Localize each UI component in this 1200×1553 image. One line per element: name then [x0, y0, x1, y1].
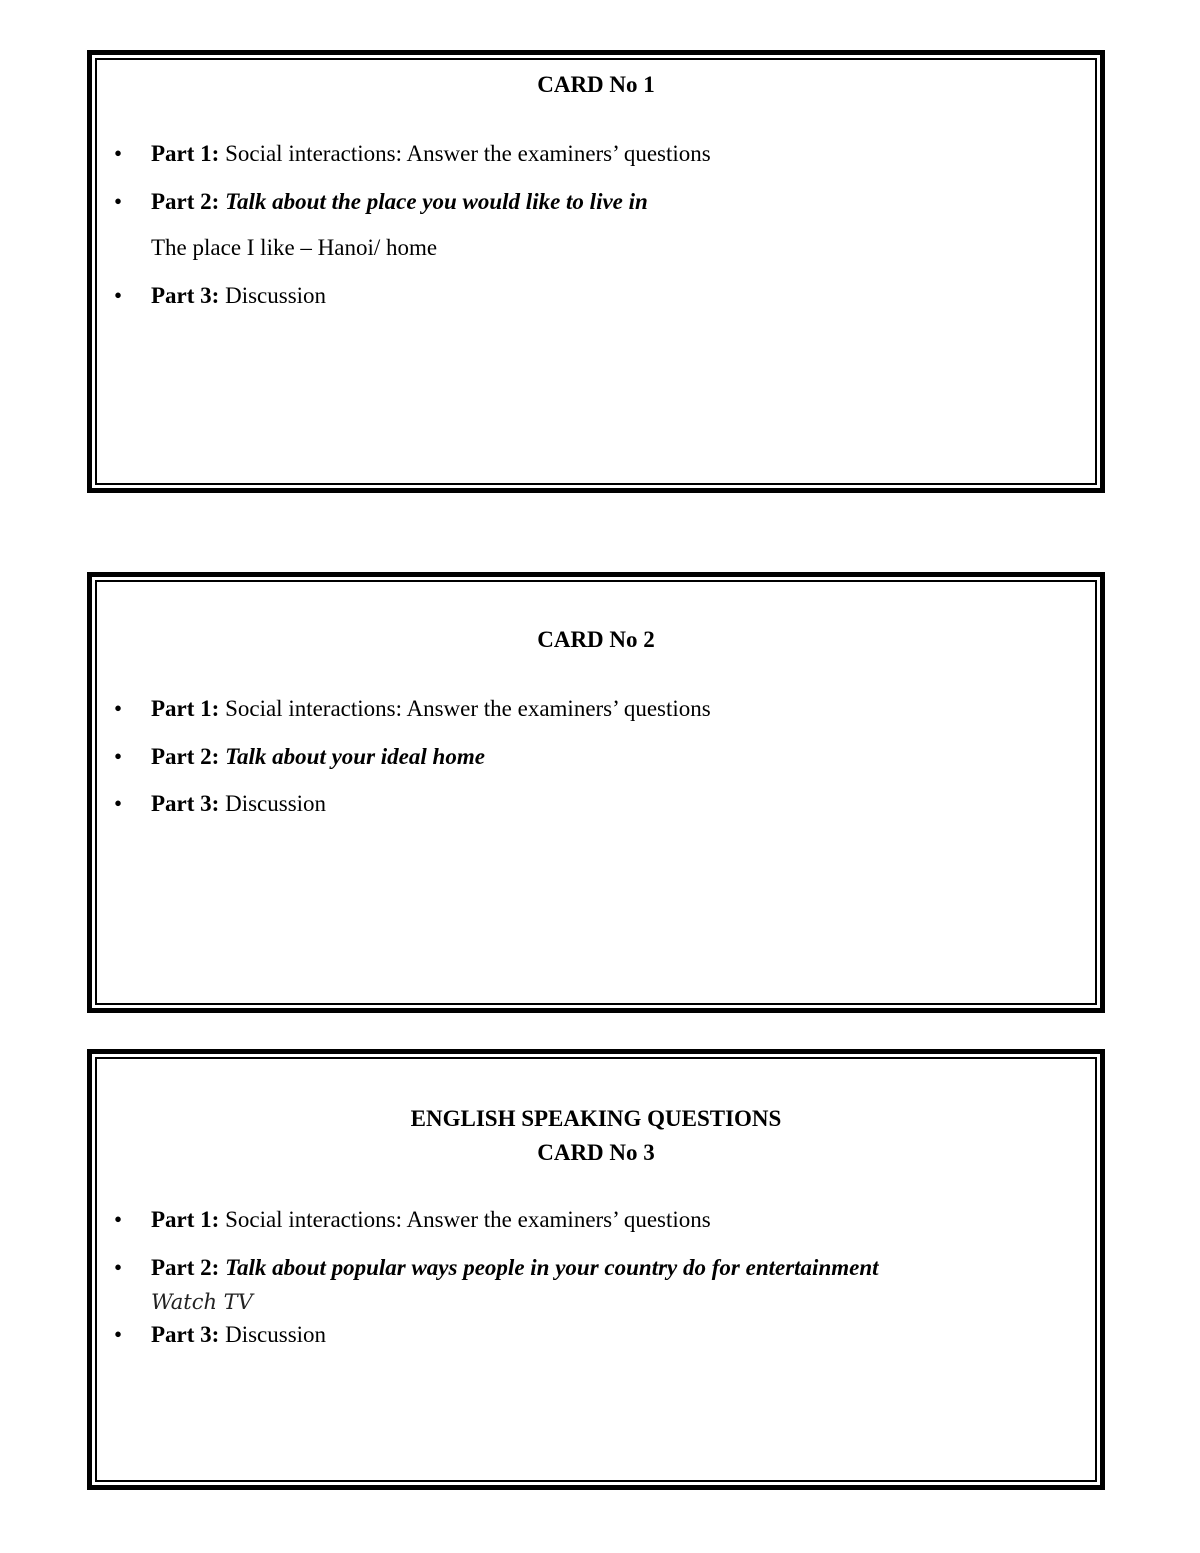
- card-title: CARD No 3: [537, 1140, 655, 1165]
- part-topic: Talk about popular ways people in your country do for entertainment: [219, 1255, 879, 1280]
- list-item-part-1: [151, 1205, 711, 1235]
- list-item-part-3: [151, 1320, 326, 1350]
- bullet-icon: •: [114, 1255, 123, 1280]
- part-label: Part 1:: [151, 1207, 220, 1232]
- part-text: Discussion: [219, 283, 327, 308]
- part-label: Part 2:: [151, 744, 220, 769]
- card-2: [87, 572, 1105, 1013]
- part-text: Discussion: [219, 1322, 327, 1347]
- list-item-part-3: [151, 281, 326, 311]
- part-label: Part 3:: [151, 283, 220, 308]
- bullet-icon: •: [114, 744, 123, 769]
- bullet-icon: •: [114, 1322, 123, 1347]
- card-title: CARD No 1: [537, 72, 655, 97]
- card-3: [87, 1049, 1105, 1490]
- answer-note: Watch TV: [151, 1290, 253, 1314]
- part-topic: Talk about the place you would like to live in: [219, 189, 648, 214]
- bullet-icon: •: [114, 696, 123, 721]
- card-title: CARD No 2: [537, 627, 655, 652]
- list-item-part-2: [151, 187, 648, 217]
- bullet-icon: •: [114, 141, 123, 166]
- part-label: Part 3:: [151, 1322, 220, 1347]
- part-text: Social interactions: Answer the examiners’ questions: [219, 141, 711, 166]
- card-1: [87, 50, 1105, 493]
- part-label: Part 3:: [151, 791, 220, 816]
- part-topic: Talk about your ideal home: [219, 744, 485, 769]
- part-label: Part 2:: [151, 189, 220, 214]
- card-heading: ENGLISH SPEAKING QUESTIONS: [410, 1106, 782, 1131]
- bullet-icon: •: [114, 791, 123, 816]
- part-text: Social interactions: Answer the examiners’ questions: [219, 696, 711, 721]
- list-item-part-1: [151, 694, 711, 724]
- part-text: Discussion: [219, 791, 327, 816]
- list-item-part-2: [151, 742, 485, 772]
- bullet-icon: •: [114, 1207, 123, 1232]
- bullet-icon: •: [114, 283, 123, 308]
- part-text: Social interactions: Answer the examiners’ questions: [219, 1207, 711, 1232]
- answer-note: The place I like – Hanoi/ home: [151, 235, 438, 260]
- part-label: Part 1:: [151, 696, 220, 721]
- part-label: Part 1:: [151, 141, 220, 166]
- list-item-part-3: [151, 789, 326, 819]
- part-label: Part 2:: [151, 1255, 220, 1280]
- list-item-part-1: [151, 139, 711, 169]
- bullet-icon: •: [114, 189, 123, 214]
- list-item-part-2: [151, 1253, 879, 1283]
